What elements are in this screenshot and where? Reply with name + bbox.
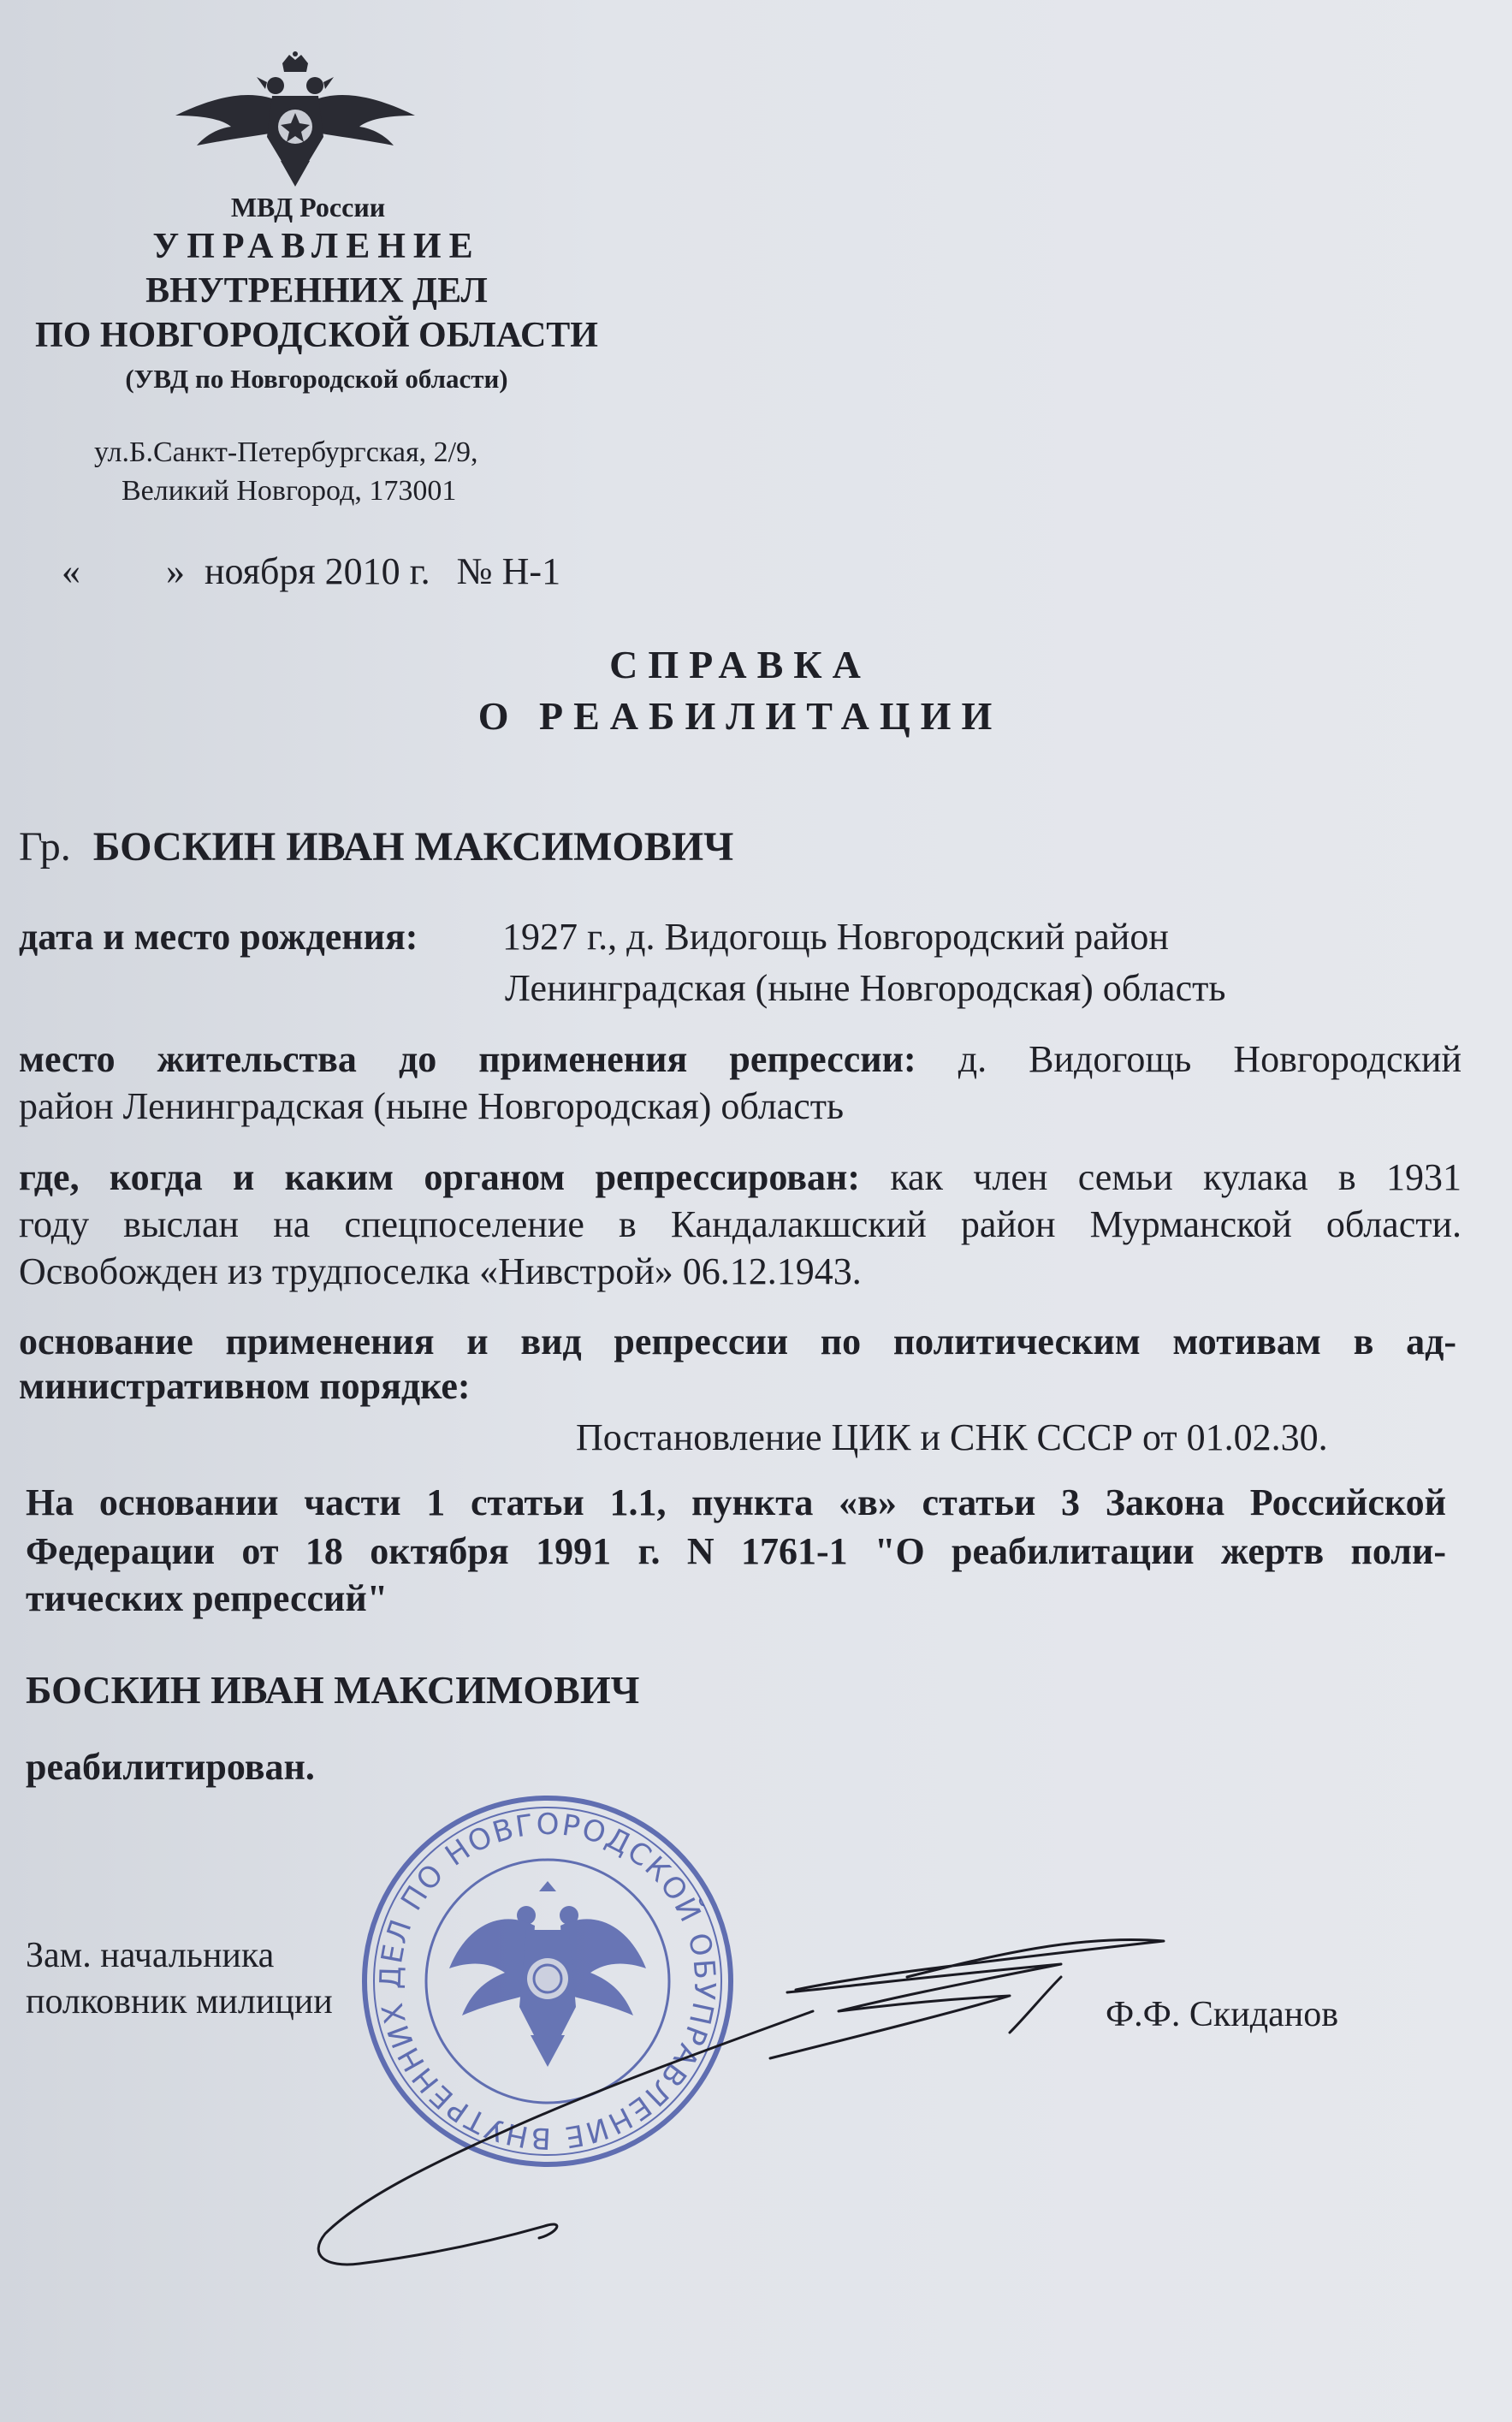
birth-value-line-2: Ленинградская (ныне Новгородская) область xyxy=(505,967,1226,1009)
repression-value-line-3: Освобожден из трудпоселка «Нивстрой» 06.12.1943. xyxy=(19,1250,862,1292)
signer-position-line-2: полковник милиции xyxy=(26,1982,333,2021)
person-name: БОСКИН ИВАН МАКСИМОВИЧ xyxy=(92,824,734,870)
date-open-quote: « xyxy=(62,550,80,592)
signer-position-line-1: Зам. начальника xyxy=(26,1936,275,1975)
repression-line-1 xyxy=(19,1154,1462,1201)
date-line xyxy=(62,548,560,595)
person-line xyxy=(19,823,733,870)
law-line-1: На основании части 1 статьи 1.1, пункта «в» статьи 3 Закона Российской xyxy=(26,1481,1446,1523)
basis-value: Постановление ЦИК и СНК СССР от 01.02.30. xyxy=(576,1416,1328,1458)
basis-label-line-2: министративном порядке: xyxy=(19,1365,471,1407)
document-number: № Н-1 xyxy=(456,550,561,592)
law-line-2: Федерации от 18 октября 1991 г. N 1761-1 "О реабилитации жертв поли- xyxy=(26,1530,1446,1572)
birth-label: дата и место рождения: xyxy=(19,916,418,958)
address-line-2: Великий Новгород, 173001 xyxy=(122,475,457,507)
signer-name: Ф.Ф. Скиданов xyxy=(1106,1995,1339,2034)
residence-value-line-2: район Ленинградская (ныне Новгородская) область xyxy=(19,1085,845,1127)
department-line-2: ВНУТРЕННИХ ДЕЛ xyxy=(145,271,488,311)
residence-value-1: д. Видогощь Новгородский xyxy=(958,1038,1462,1080)
address-line-1: ул.Б.Санкт-Петербургская, 2/9, xyxy=(94,436,478,468)
birth-row xyxy=(19,913,418,960)
date-close-quote: » xyxy=(166,550,185,592)
document-subtitle: О РЕАБИЛИТАЦИИ xyxy=(477,694,1003,738)
department-line-3: ПО НОВГОРОДСКОЙ ОБЛАСТИ xyxy=(35,316,598,355)
ministry-name: МВД России xyxy=(230,192,386,223)
birth-value-line-1: 1927 г., д. Видогощь Новгородский район xyxy=(502,916,1169,958)
conclusion-name: БОСКИН ИВАН МАКСИМОВИЧ xyxy=(26,1668,640,1712)
department-short-name: (УВД по Новгородской области) xyxy=(125,364,508,394)
basis-label-line-1: основание применения и вид репрессии по политическим мотивам в ад- xyxy=(19,1321,1456,1362)
department-line-1: УПРАВЛЕНИЕ xyxy=(152,227,481,266)
document-title: СПРАВКА xyxy=(609,643,871,686)
repression-label: где, когда и каким органом репрессирован: xyxy=(19,1156,861,1198)
stamp-ring-text: УПРАВЛЕНИЕ ВНУТРЕННИХ ДЕЛ ПО НОВГОРОДСКОЙ ОБ xyxy=(373,1807,722,2156)
residence-line-1 xyxy=(19,1036,1462,1083)
law-line-3: тических репрессий" xyxy=(26,1577,388,1619)
person-prefix: Гр. xyxy=(19,824,71,870)
mvd-emblem-icon xyxy=(171,51,419,188)
repression-value-1: как член семьи кулака в 1931 xyxy=(890,1156,1462,1198)
handwritten-signature xyxy=(308,1917,1207,2294)
repression-value-line-2: году выслан на спецпоселение в Кандалакшский район Мурманской области. xyxy=(19,1203,1462,1245)
date-text: ноября 2010 г. xyxy=(205,550,430,592)
conclusion-status: реабилитирован. xyxy=(26,1746,315,1788)
residence-label: место жительства до применения репрессии: xyxy=(19,1038,916,1080)
